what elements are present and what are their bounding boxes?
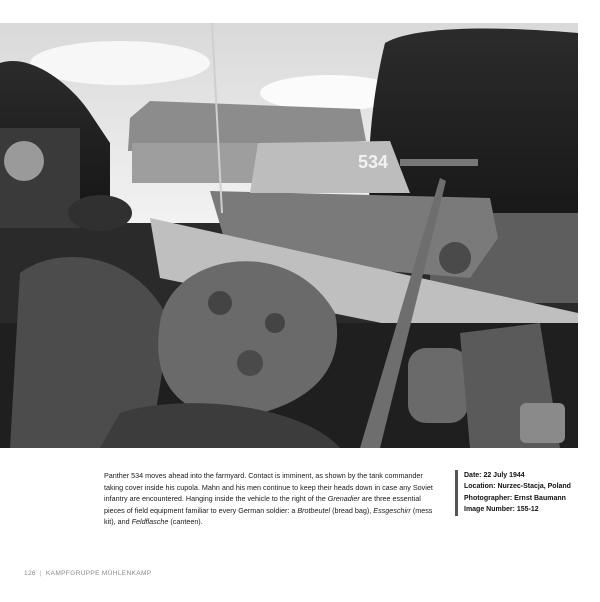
tank-number: 534 — [358, 152, 389, 172]
caption-term: Brotbeutel — [297, 505, 331, 515]
caption-term: Feldflasche — [131, 517, 169, 527]
caption-term: Grenadier — [327, 494, 360, 504]
meta-location: Location: Nurzec-Stacja, Poland — [464, 483, 571, 491]
folio-separator: | — [39, 570, 42, 577]
caption-part: Panther 534 moves ahead into the farmyard. Contact is imminent, as shown by the tank commander taking cover inside his cupola. Mahn and his men continue to keep their heads down in case any Soviet infantry are encountered. Hanging inside the vehicle to the right of the — [104, 471, 433, 504]
photo-caption — [104, 470, 442, 528]
caption-part: (bread bag), — [330, 505, 374, 515]
caption-part: are three essential pieces of field equipment familiar to every German soldier: a — [104, 494, 421, 515]
caption-text — [104, 470, 442, 528]
caption-part: (canteen). — [168, 517, 203, 527]
photograph — [0, 23, 578, 448]
caption-part: (mess kit), and — [104, 505, 433, 527]
tank-gun — [400, 159, 478, 166]
canteen — [408, 348, 468, 423]
caption-term: Essgeschirr — [373, 505, 411, 515]
tank-wheel — [439, 242, 471, 274]
mess-kit — [520, 403, 565, 443]
meta-date: Date: 22 July 1944 — [464, 472, 525, 479]
camo-spot — [208, 291, 232, 315]
photo-illustration — [0, 23, 578, 448]
meta-image-number: Image Number: 155-12 — [464, 506, 539, 514]
page-folio — [24, 570, 151, 577]
camo-spot — [237, 350, 263, 376]
camo-spot — [265, 313, 285, 333]
vehicle-light — [4, 141, 44, 181]
meta-photographer: Photographer: Ernst Baumann — [464, 494, 566, 502]
photo-metadata — [455, 470, 594, 516]
cloud — [30, 41, 210, 85]
page-number: 126 — [24, 570, 36, 577]
book-title: KAMPFGRUPPE MÜHLENKAMP — [45, 570, 152, 577]
soldier-left-cap — [68, 195, 132, 231]
